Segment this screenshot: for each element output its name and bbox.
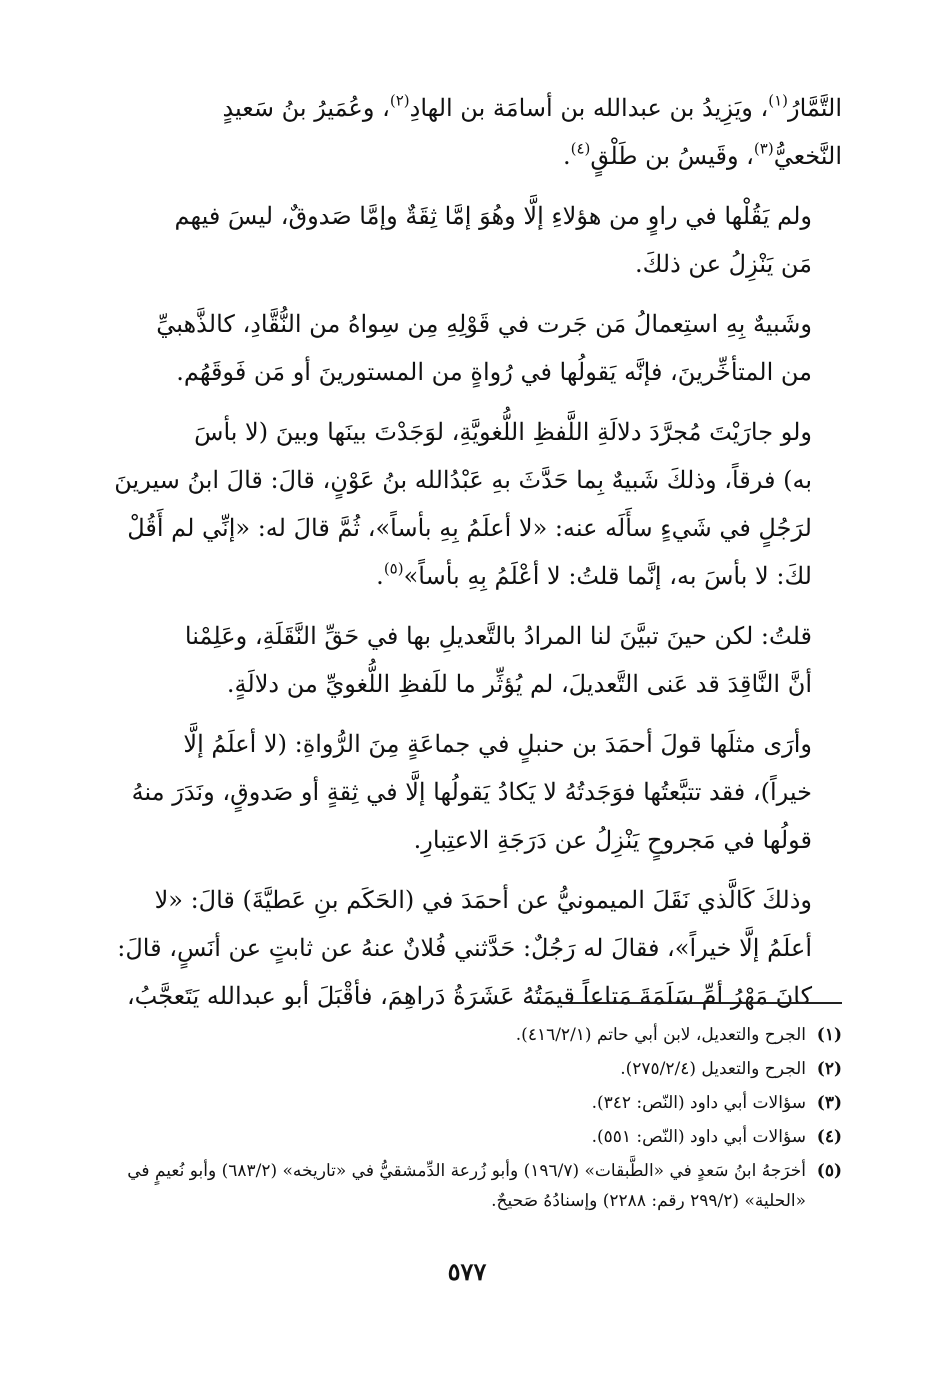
- text-line: وشَبيهٌ بِهِ استِعمالُ مَن جَرت في قَوْلِهِ مِن سِواهُ من النُّقَّادِ، كالذَّهبيِّ: [156, 310, 812, 338]
- text-line: قولُها في مَجروحٍ يَنْزِلُ عن دَرَجَةِ الاعتِبارِ.: [413, 826, 812, 854]
- footnote-text: سؤالات أبي داود (النّص: ٥٥١).: [591, 1127, 806, 1147]
- paragraph-4: [92, 408, 842, 600]
- footnote-text: أخرَجهُ ابنُ سَعدٍ في «الطَّبقات» (١٩٦/٧) وأبو زُرعة الدِّمشقيُّ في «تاريخه» (٦٨٣/٢) وأبو نُعيمٍ في «الحلية» (٢٩٩/٢ رقم: ٢٢٨٨) وإسنادُهُ صَحيحٌ.: [127, 1161, 806, 1211]
- paragraph-7: [92, 876, 842, 1020]
- text-line: كانَ مَهْرُ أمِّ سَلَمَةَ مَتاعاً قيمَتُهُ عَشَرَةُ دَراهِمَ، فأقْبَلَ أبو عبدالله يَتَعجَّبُ،: [126, 982, 812, 1010]
- footnote-number: (٣): [816, 1093, 842, 1113]
- footnote-2: [92, 1054, 842, 1084]
- footnote-4: [92, 1122, 842, 1152]
- text-line: أنَّ النَّاقِدَ قد عَنى التَّعديلَ، لم يُؤثِّر ما للَفظِ اللُّغويِّ من دلالَةٍ.: [226, 670, 812, 698]
- footnote-text: الجرح والتعديل، لابن أبي حاتم (٤١٦/٢/١).: [515, 1025, 806, 1045]
- text-line: النَّخعيُّ$^{(٣)}$، وقَيسُ بن طَلْقٍ$^{(٤)}$.: [562, 139, 842, 170]
- paragraph-2: [92, 192, 842, 288]
- text-line: وذلكَ كَالَّذي نَقَلَ الميمونيُّ عن أحمَدَ في (الحَكَم بنِ عَطيَّةَ) قالَ: «لا: [154, 886, 812, 914]
- paragraph-6: [92, 720, 842, 864]
- text-line: لكَ: لا بأسَ به، إنَّما قلتُ: لا أعْلَمُ بِهِ بأساً»$^{(٥)}$.: [376, 559, 812, 590]
- text-line: قلتُ: لكن حينَ تبيَّنَ لنا المرادُ بالتَّعديلِ بها في حَقِّ النَّقَلَةِ، وعَلِمْنا: [184, 622, 812, 650]
- paragraph-5: [92, 612, 842, 708]
- footnotes: [92, 1020, 842, 1220]
- footnote-5: [92, 1156, 842, 1216]
- text-line: مَن يَنْزِلُ عن ذلكَ.: [634, 250, 812, 278]
- paragraph-1: [92, 84, 842, 180]
- footnote-separator: [568, 1002, 842, 1004]
- footnote-3: [92, 1088, 842, 1118]
- text-line: أعلَمُ إلَّا خيراً»، فقالَ له رَجُلٌ: حَدَّثني فُلانٌ عنهُ عن ثابتٍ عن أنَسٍ، قالَ:: [117, 934, 812, 962]
- text-line: من المتأخِّرينَ، فإنَّه يَقولُها في رُواةٍ من المستورينَ أو مَن فَوقَهُم.: [176, 358, 812, 386]
- footnote-1: [92, 1020, 842, 1050]
- page-number: ٥٧٧: [447, 1257, 487, 1286]
- text-line: به) فرقاً، وذلكَ شَبيهٌ بِما حَدَّثَ بهِ عَبْدُالله بنُ عَوْنٍ، قالَ: قالَ ابنُ سيرينَ: [114, 466, 812, 494]
- footnote-number: (٢): [816, 1059, 842, 1079]
- main-text: [92, 84, 842, 1020]
- footnote-text: سؤالات أبي داود (النّص: ٣٤٢).: [591, 1093, 806, 1113]
- footnote-number: (٥): [816, 1161, 842, 1181]
- footnote-number: (٤): [816, 1127, 842, 1147]
- book-page: [92, 84, 842, 1324]
- text-line: ولو جارَيْتَ مُجرَّدَ دلالَةِ اللَّفظِ اللُّغويَّةِ، لوَجَدْتَ بينَها وبينَ (لا بأسَ: [194, 418, 812, 446]
- footnote-number: (١): [816, 1025, 842, 1045]
- paragraph-3: [92, 300, 842, 396]
- text-line: التَّمَّارُ$^{(١)}$، ويَزِيدُ بن عبدالله بن أسامَة بن الهادِ$^{(٢)}$، وعُمَيرُ بنُ سَعيدٍ: [222, 91, 842, 122]
- footnote-text: الجرح والتعديل (٢٧٥/٢/٤).: [620, 1059, 806, 1079]
- text-line: ولم يَقُلْها في راوٍ من هؤلاءِ إلَّا وهُوَ إمَّا ثِقَةٌ وإمَّا صَدوقٌ، ليسَ فيهم: [174, 202, 812, 230]
- text-line: لرَجُلٍ في شَيءٍ سأَلَه عنه: «لا أعلَمُ بِهِ بأساً»، ثُمَّ قالَ له: «إنِّي لم أَقُلْ: [127, 514, 812, 542]
- text-line: وأرَى مثلَها قولَ أحمَدَ بن حنبلٍ في جماعَةٍ مِنَ الرُّواةِ: (لا أعلَمُ إلَّا: [183, 730, 812, 758]
- text-line: خيراً)، فقد تتبَّعتُها فوَجَدتُهُ لا يَكادُ يَقولُها إلَّا في ثِقةٍ أو صَدوقٍ، ونَدَرَ منهُ: [131, 778, 812, 806]
